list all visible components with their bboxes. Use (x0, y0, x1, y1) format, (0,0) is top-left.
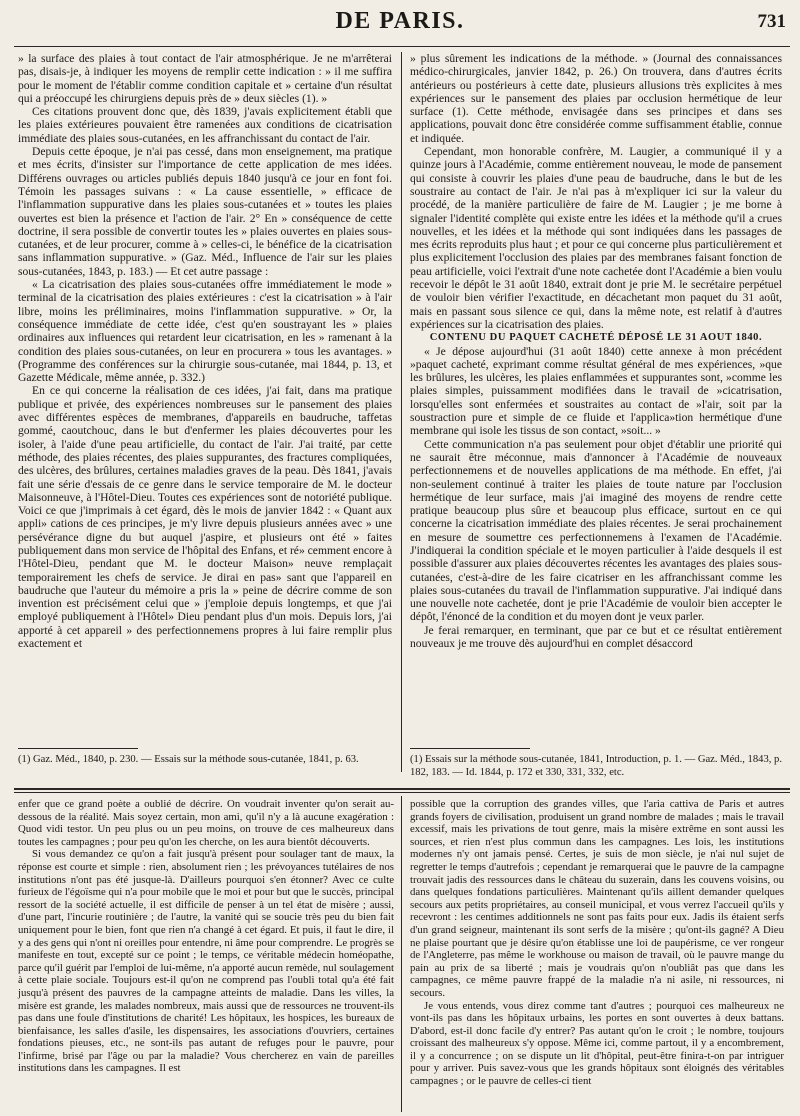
footnote-rule (18, 748, 138, 749)
lower-right-column (410, 798, 784, 1110)
paragraph: » la surface des plaies à tout contact de l'air atmosphérique. Je ne m'arrêterai pas, disais-je, à indiquer les moyens de remplir cette indication : » il me suffira pour le moment de l'établir comme condition capitale et » certaine d'un résultat qui a préoccupé les chirurgiens depuis près de » deux siècles (1). » (18, 52, 392, 105)
paragraph: « La cicatrisation des plaies sous-cutanées offre immédiatement le mode » terminal de la cicatrisation des plaies extérieures : c'est la cicatrisation » à l'air libre, moins les préliminaires, moins l'inflammation suppurative. » Or, la conséquence immédiate de cette idée, c'est qu'en soustrayant les » plaies ordinaires aux influences qui retardent leur cicatrisation, en les » ramenant à la condition des plaies sous-cutanées, on leur en procurera » tous les avantages. » (Programme des conférences sur la chirurgie sous-cutanée, mai 1844, p. 13, et Gazette Médicale, même année, p. 332.) (18, 278, 392, 385)
footnote-text: (1) Essais sur la méthode sous-cutanée, 1841, Introduction, p. 1. — Gaz. Méd., 1843, p. 182, 183. — Id. 1844, p. 172 et 330, 331, 332, etc. (410, 754, 782, 778)
paragraph: Ces citations prouvent donc que, dès 1839, j'avais explicitement établi que les plaies extérieures pouvaient être ramenées aux conditions de cicatrisation immédiate des plaies sous-cutanées, en les affranchissant du contact de l'air. (18, 105, 392, 145)
paragraph: Cependant, mon honorable confrère, M. Laugier, a communiqué il y a quinze jours à l'Académie, comme entièrement nouveau, le mode de pansement qui consiste à couvrir les plaies d'une peau de baudruche, dans le but de les soustraire au contact de l'air. Je n'ai pas à m'expliquer ici sur la valeur du procédé, de la manière particulière de faire de M. Laugier ; je me borne à signaler l'identité complète qui existe entre les idées et la méthode qu'il a crues nouvelles, et les idées et la méthode qui sont indiquées dans les passages de mes écrits reproduits plus haut ; et pour ce qui concerne plus particulièrement et plus explicitement l'occlusion des plaies par des membranes faisant fonction de peau artificielle, voici l'extrait d'une note cachetée dont l'Académie a bien voulu recevoir le dépôt le 31 août 1840, extrait dont je prie M. le secrétaire perpétuel de vouloir bien vérifier l'exactitude, en décachetant mon paquet du 31 août, mais en passant sous silence ce qui, dans la même note, est relatif à d'autres expériences sur la cicatrisation des plaies. (410, 145, 782, 331)
footnote-rule (410, 748, 530, 749)
lower-left-column (18, 798, 394, 1110)
header-rule (14, 46, 790, 47)
page-header (0, 0, 800, 46)
page-number: 731 (757, 11, 786, 32)
section-separator (14, 788, 790, 790)
paragraph: Si vous demandez ce qu'on a fait jusqu'à présent pour soulager tant de maux, la réponse est courte et simple : rien, absolument rien ; les prévoyances tutélaires de nos institutions n'ont pas été jusque-là. D'ailleurs pourquoi s'en étonner? Avec ce culte furieux de l'égoïsme qui n'a pour mobile que le moi et pour but que le succès, principal ressort de la société actuelle, il est difficile de penser à un tel état de misère ; aussi, d'une part, l'incurie routinière ; de l'autre, la vanité qui se soucie très peu du bien fait uniquement pour le bien, font que rien n'a changé à cet égard. Et puis, il faut le dire, il y a des gens qui n'ont ni oreilles pour entendre, ni âme pour comprendre. Le progrès se manifeste en tout, excepté sur ce point ; le temps, ce véritable médecin homéopathe, parce qu'il guérit par l'emploi de lui-même, n'a apporté aucun remède, nul soulagement à cette plaie sociale. Toujours est-il qu'on ne comprend pas l'oubli total qu'a été fait jusqu'à présent des pauvres de la campagne atteints de maladie. Dans les villes, la misère est grande, les malades nombreux, mais aussi que de ressources ne trouvent-ils pas dans une foule d'institutions de charité! Les hôpitaux, les hospices, les bureaux de bienfaisance, les salles d'asile, les dispensaires, les associations d'ouvriers, certaines fondations pieuses, etc., ne sont-ils pas autant de refuges pour le pauvre, pour l'infirme, brisé par l'âge ou par la maladie? Vous chercherez en vain de pareilles institutions dans les campagnes. Il est (18, 848, 394, 1075)
paragraph: possible que la corruption des grandes villes, que l'aria cattiva de Paris et autres grands foyers de civilisation, produisent un grand nombre de malades ; mais le travail excessif, mais les privations de tout genre, mais la misère extrême en sont aussi les sources, et rien n'est plus commun dans les campagnes. Les lois, les institutions modernes n'y ont jamais pensé. Certes, je suis de mon siècle, je n'ai nul sujet de regretter le temps d'autrefois ; cependant je remarquerai que le pauvre de la campagne trouvait jadis des ressources dans le château du suzerain, dans les couvens voisins, ou dans quelques fondations particulières. Maintenant qu'ils aillent demander quelques secours aux petits propriétaires, au conseil municipal, et vous verrez l'accueil qu'ils y recevront : les centimes additionnels ne sont pas faits pour eux. Jadis ils étaient serfs d'un grand seigneur, maintenant ils sont serfs de la misère ; qu'ont-ils gagné? A Dieu ne plaise pourtant que je désire qu'on établisse une loi de paupérisme, ce ver rongeur de l'Angleterre, pas même le workhouse ou maison de travail, où le pauvre mange du pain au prix de sa liberté ; mais je voudrais qu'on n'oubliât pas que dans les campagnes, ce même pauvre frappé de la maladie n'a ni asile, ni ressources, ni secours. (410, 798, 784, 999)
column-divider (401, 52, 402, 772)
paragraph: Cette communication n'a pas seulement pour objet d'établir une priorité qui ne saurait être méconnue, mais d'annoncer à l'Académie de nouveaux perfectionnemens et de nouvelles applications de ma méthode. En effet, j'ai non-seulement continué à traiter les plaies de toute nature par l'occlusion hermétique de leur surface, mais j'ai imaginé des moyens de rendre cette pratique beaucoup plus sûre et beaucoup plus efficace, surtout en ce qui concerne la cicatrisation immédiate des plaies récentes. Je serai prochainement en mesure de soumettre ces perfectionnemens à l'examen de l'Académie. J'indiquerai la condition spéciale et le moyen particulier à l'aide desquels il est possible d'assurer aux plaies découvertes récentes les avantages des plaies sous-cutanées, c'est-à-dire de les faire cicatriser en les affranchissant comme les plaies sous-cutanées du travail de l'inflammation suppurative. J'ai indiqué dans une nouvelle note cachetée, dont je prie l'Académie de vouloir bien accepter le dépôt, l'énoncé de la condition et du moyen dont je veux parler. (410, 437, 782, 624)
paragraph: Je ferai remarquer, en terminant, que par ce but et ce résultat entièrement nouveaux je me trouve dès aujourd'hui en complet désaccord (410, 623, 782, 651)
footnote-text: (1) Gaz. Méd., 1840, p. 230. — Essais sur la méthode sous-cutanée, 1841, p. 63. (18, 754, 359, 765)
upper-left-column (18, 52, 392, 742)
paragraph: Je vous entends, vous direz comme tant d'autres ; pourquoi ces malheureux ne vont-ils pas dans les hôpitaux urbains, les portes en sont ouvertes à deux battans. D'abord, est-il donc facile d'y entrer? Pas autant qu'on le croit ; le nombre, toujours croissant des malheureux s'y oppose. Même ici, comme partout, il y a encombrement, il y a concurrence ; on se dispute un lit d'hôpital, peut-être finira-t-on par intriguer pour y arriver. Puis savez-vous que les grands hôpitaux sont éloignés des véritables campagnes ; or le pauvre de celles-ci tient (410, 999, 784, 1088)
footnote-left (18, 753, 392, 766)
paragraph: En ce qui concerne la réalisation de ces idées, j'ai fait, dans ma pratique publique et privée, des expériences nombreuses sur le pansement des plaies avec différentes espèces de membranes, d'appareils en baudruche, taffetas gommé, caoutchouc, dans le but d'enfermer les plaies découvertes pour les isoler, à l'aide d'une peau artificielle, du contact de l'air. J'ai traité, par cette méthode, des plaies récentes, des plaies suppurantes, des fractures compliquées, des ulcères, des brûlures, certaines maladies graves de la peau. Dès 1841, j'avais fait une série d'essais de ce genre dans le service temporaire de M. le docteur Maisonneuve, à l'Hôtel-Dieu. Toutes ces expériences sont de notoriété publique. Voici ce que j'imprimais à cet égard, dès le mois de janvier 1842 : « Quant aux appli» cations de ces principes, je m'y livre depuis plusieurs années avec » une persévérance digne du but auquel j'aspire, et plusieurs ont été » faites publiquement dans mon service de l'hôpital des Enfans, et ré» cemment encore à l'Hôtel-Dieu, pendant que M. le docteur Maison» neuve remplaçait temporairement les chefs de service. Je dirai en pas» sant que l'appareil en baudruche que l'auteur du mémoire a pris la » peine de décrire comme de son invention est précisément celui que » j'emploie depuis longtemps, et que j'ai employé publiquement à l'Hôtel» Dieu pendant plus d'un mois. Depuis lors, j'ai apporté à cet appareil » des perfectionnemens propres à lui faire remplir plus exactement et (18, 384, 392, 651)
paragraph: » plus sûrement les indications de la méthode. » (Journal des connaissances médico-chirurgicales, janvier 1842, p. 26.) On trouvera, dans d'autres écrits antérieurs ou postérieurs à cette date, plusieurs allusions très explicites à mes expériences sur le pansement des plaies par occlusion hermétique de leur surface (1). Cette méthode, envisagée dans ses principes et dans ses applications, pouvait donc être considérée comme suffisamment établie, connue et indiquée. (410, 52, 782, 145)
footnote-right (410, 753, 782, 779)
section-heading: CONTENU DU PAQUET CACHETÉ DÉPOSÉ LE 31 AOUT 1840. (429, 332, 763, 344)
column-divider (401, 796, 402, 1112)
paragraph: Depuis cette époque, je n'ai pas cessé, dans mon enseignement, ma pratique et mes écrits, d'insister sur l'importance de cette application de mes idées. Différens ouvrages ou articles publiés depuis 1840 jusqu'à ce jour en font foi. Témoin les passages suivans : « La cause essentielle, » efficace de l'inflammation suppurative dans les plaies sous-cutanées et » toutes les plaies ouvertes est bien la présence et l'action de l'air. 2° En » conséquence de cette doctrine, il sera possible de convertir toutes les » plaies ouvertes en plaies sous-cutanées, et de leur procurer, comme à » celles-ci, le bénéfice de la cicatrisation sans inflammation suppurative. » (Gaz. Méd., Influence de l'air sur les plaies sous-cutanées, 1843, p. 183.) — Et cet autre passage : (18, 145, 392, 278)
running-title: DE PARIS. (335, 8, 465, 34)
paragraph: enfer que ce grand poète a oublié de décrire. On voudrait inventer qu'on serait au-dessous de la réalité. Mais soyez certain, mon ami, qu'il n'y a là aucune exagération : Quod vidi testor. Un peu plus ou un peu moins, on trouve de ces malheureux dans toutes les campagnes ; pour peu qu'on les cherche, on les aura bientôt découverts. (18, 798, 394, 848)
paragraph: « Je dépose aujourd'hui (31 août 1840) cette annexe à mon précédent »paquet cacheté, exprimant comme résultat général de mes expériences, »que les brûlures, les ulcères, les plaies enflammées et suppurantes sont, »comme les plaies simples, puissamment modifiées dans le travail de »cicatrisation, lorsqu'elles sont enfermées et soustraites au contact de »l'air, soit par la soustraction pure et simple de ce fluide et l'applica»tion hermétique d'une membrane qui isole les tissus de son contact, »soit... » (410, 344, 782, 438)
upper-right-column (410, 52, 782, 742)
section-separator (14, 792, 790, 793)
